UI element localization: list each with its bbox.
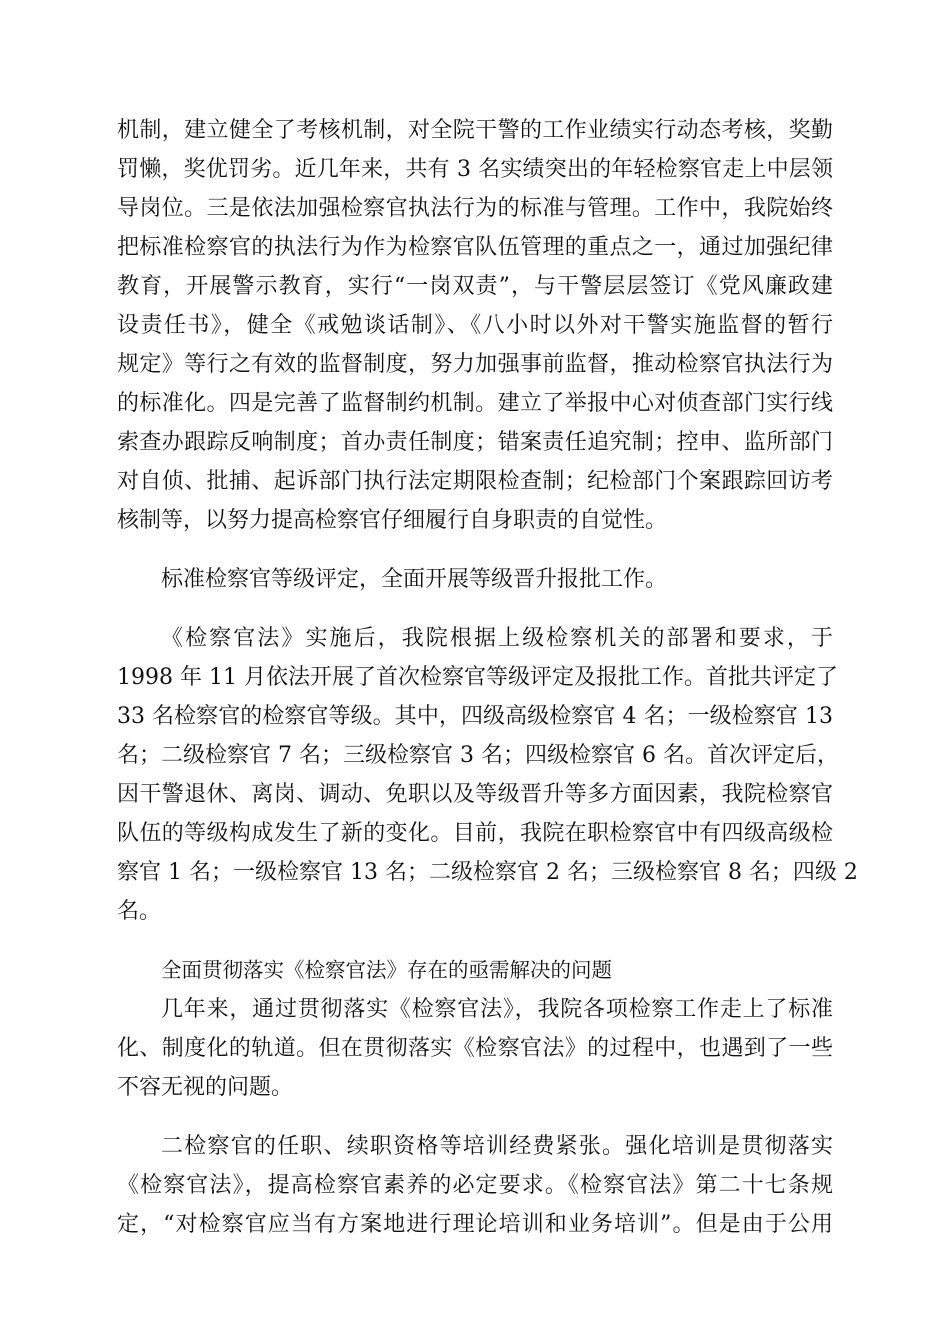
text-line: 队伍的等级构成发生了新的变化。目前，我院在职检察官中有四级高级检 <box>117 821 833 846</box>
section-heading: 全面贯彻落实《检察官法》存在的亟需解决的问题 <box>161 958 612 982</box>
text-line: 名；二级检察官 7 名；三级检察官 3 名；四级检察官 6 名。首次评定后， <box>117 743 839 768</box>
document-page <box>117 111 858 1244</box>
text-line: 1998 年 11 月依法开展了首次检察官等级评定及报批工作。首批共评定了 <box>117 665 838 690</box>
text-line: 索查办跟踪反响制度；首办责任制度；错案责任追究制；控申、监所部门 <box>117 430 833 455</box>
paragraph-supervision <box>117 111 833 540</box>
text-line: 教育，开展警示教育，实行“一岗双责”，与干警层层签订《党风廉政建 <box>117 274 833 299</box>
text-line: 化、制度化的轨道。但在贯彻落实《检察官法》的过程中，也遇到了一些 <box>117 1036 833 1061</box>
text-line: 《检察官法》，提高检察官素养的必定要求。《检察官法》第二十七条规 <box>117 1173 833 1198</box>
text-line: 机制，建立健全了考核机制，对全院干警的工作业绩实行动态考核，奖勤 <box>117 118 833 143</box>
text-line: 察官 1 名；一级检察官 13 名；二级检察官 2 名；三级检察官 8 名；四级 2 <box>117 860 858 885</box>
paragraph-training-funds <box>117 1127 833 1244</box>
text-line: 设责任书》，健全《戒勉谈话制》、《八小时以外对干警实施监督的暂行 <box>117 313 833 338</box>
paragraph-rank-evaluation <box>117 619 858 931</box>
text-line: 名。 <box>117 899 162 924</box>
text-line: 《检察官法》实施后，我院根据上级检察机关的部署和要求，于 <box>161 626 833 651</box>
text-line: 罚懒，奖优罚劣。近几年来，共有 3 名实绩突出的年轻检察官走上中层领 <box>117 157 833 182</box>
text-line: 导岗位。三是依法加强检察官执法行为的标准与管理。工作中，我院始终 <box>117 196 833 221</box>
section-heading: 标准检察官等级评定，全面开展等级晋升报批工作。 <box>161 567 668 592</box>
text-line: 因干警退休、离岗、调动、免职以及等级晋升等多方面因素，我院检察官 <box>117 782 833 807</box>
text-line: 定，“对检察官应当有方案地进行理论培训和业务培训”。但是由于公用 <box>117 1212 833 1237</box>
text-line: 几年来，通过贯彻落实《检察官法》，我院各项检察工作走上了标准 <box>161 997 833 1022</box>
paragraph-problems-intro <box>117 990 833 1107</box>
text-line: 核制等，以努力提高检察官仔细履行自身职责的自觉性。 <box>117 508 668 533</box>
text-line: 二检察官的任职、续职资格等培训经费紧张。强化培训是贯彻落实 <box>161 1134 833 1159</box>
text-line: 规定》等行之有效的监督制度，努力加强事前监督，推动检察官执法行为 <box>117 352 833 377</box>
paragraph-problems-heading <box>117 951 833 990</box>
text-line: 对自侦、批捕、起诉部门执行法定期限检查制；纪检部门个案跟踪回访考 <box>117 469 833 494</box>
text-line: 的标准化。四是完善了监督制约机制。建立了举报中心对侦查部门实行线 <box>117 391 833 416</box>
paragraph-rank-heading <box>117 560 833 599</box>
text-line: 不容无视的问题。 <box>117 1075 294 1100</box>
text-line: 把标准检察官的执法行为作为检察官队伍管理的重点之一，通过加强纪律 <box>117 235 833 260</box>
text-line: 33 名检察官的检察官等级。其中，四级高级检察官 4 名；一级检察官 13 <box>117 704 833 729</box>
